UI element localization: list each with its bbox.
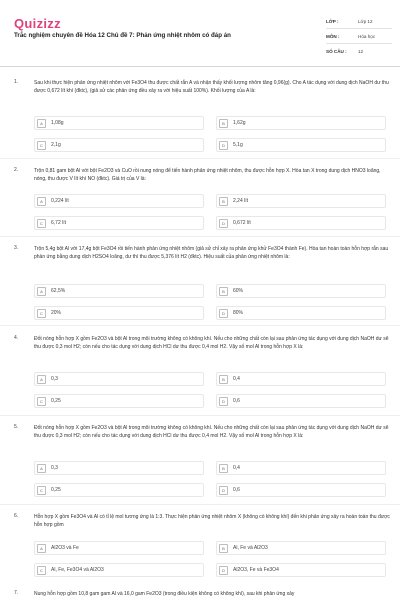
meta-label: SỐ CÂU : bbox=[326, 48, 347, 54]
option-b[interactable] bbox=[216, 116, 386, 130]
option-letter: D bbox=[219, 397, 228, 406]
option-text: 0,25 bbox=[51, 487, 61, 493]
option-text: 0,6 bbox=[233, 487, 240, 493]
option-text: 0,25 bbox=[51, 398, 61, 404]
option-letter: C bbox=[37, 566, 46, 575]
option-d[interactable] bbox=[216, 216, 386, 230]
option-letter: A bbox=[37, 197, 46, 206]
option-text: 80% bbox=[233, 310, 244, 316]
question-text: Đốt nóng hỗn hợp X gồm Fe2O3 và bột Al trong môi trường không có không khí. Nếu cho những chất còn lại sau phản ứng tác dụng với dung dịch NaOH dư sẽ thu được 0,3 mol H2; còn nếu cho tác dụng với dung dịch HCl dư thu được 0,4 mol H2. Vậy số mol Al trong hỗn hợp X là: bbox=[34, 336, 389, 350]
option-text: 1,62g bbox=[233, 120, 246, 126]
question-divider bbox=[0, 325, 400, 326]
option-text: Al2O3, Fe và Fe3O4 bbox=[233, 567, 279, 573]
option-text: Al, Fe và Al2O3 bbox=[233, 545, 268, 551]
question-text: Hỗn hợp X gồm Fe3O4 và Al có tỉ lệ mol tương ứng là 1:3. Thực hiện phản ứng nhiệt nhôm X (không có không khí) đến khi phản ứng xảy ra hoàn toàn thu được hỗn hợp gồm bbox=[34, 514, 390, 528]
option-letter: B bbox=[219, 119, 228, 128]
option-text: 0,3 bbox=[51, 465, 58, 471]
option-d[interactable] bbox=[216, 563, 386, 577]
option-text: 20% bbox=[51, 310, 62, 316]
question-number: 1. bbox=[14, 79, 19, 85]
question-text: Trộn 5,4g bột Al với 17,4g bột Fe3O4 rồi tiến hành phản ứng nhiệt nhôm (giả sử chỉ xảy ra phản ứng khử Fe3O4 thành Fe). Hòa tan hoàn toàn hỗn hợp rắn sau phản ứng bằng dung dịch H2SO4 loãng, dư thì thu được 5,376 lít H2 (đktc). Hiệu suất của phản ứng nhiệt nhôm là: bbox=[34, 246, 389, 260]
option-text: 2,1g bbox=[51, 142, 61, 148]
question-divider bbox=[0, 504, 400, 505]
option-letter: B bbox=[219, 197, 228, 206]
option-b[interactable] bbox=[216, 194, 386, 208]
option-text: 0,3 bbox=[51, 376, 58, 382]
meta-value: Hóa học bbox=[358, 33, 376, 39]
option-text: 62,5% bbox=[51, 288, 66, 294]
header-divider bbox=[0, 66, 400, 67]
option-b[interactable] bbox=[216, 372, 386, 386]
option-letter: C bbox=[37, 219, 46, 228]
option-a[interactable] bbox=[34, 372, 204, 386]
meta-value: 12 bbox=[358, 48, 364, 54]
option-text: 2,24 lít bbox=[233, 198, 249, 204]
option-d[interactable] bbox=[216, 138, 386, 152]
question-number: 2. bbox=[14, 167, 19, 173]
option-letter: A bbox=[37, 119, 46, 128]
option-a[interactable] bbox=[34, 541, 204, 555]
option-letter: C bbox=[37, 486, 46, 495]
option-c[interactable] bbox=[34, 563, 204, 577]
meta-label: MÔN : bbox=[326, 33, 340, 39]
question-number: 3. bbox=[14, 245, 19, 251]
question-text: Đốt nóng hỗn hợp X gồm Fe2O3 và bột Al trong môi trường không có không khí. Nếu cho những chất còn lại sau phản ứng tác dụng với dung dịch NaOH dư sẽ thu được 0,3 mol H2; còn nếu cho tác dụng với dung dịch HCl dư thu được 0,4 mol H2. Vậy số mol Al trong hỗn hợp X là: bbox=[34, 425, 389, 439]
option-b[interactable] bbox=[216, 284, 386, 298]
quizizz-logo: Quizizz bbox=[14, 16, 61, 31]
option-a[interactable] bbox=[34, 284, 204, 298]
option-c[interactable] bbox=[34, 216, 204, 230]
question-text: Trộn 0,81 gam bột Al với bột Fe2O3 và CuO rồi nung nóng để tiến hành phản ứng nhiệt nhôm, thu được hỗn hợp X. Hòa tan X trong dung dịch HNO3 loãng, nóng, thu được V lít khí NO (đktc). Giá trị của V là: bbox=[34, 168, 381, 182]
question-text: Nung hỗn hợp gồm 10,8 gam gam Al và 16,0 gam Fe2O3 (trong điều kiện không có không khí), sau khi phản ứng xảy bbox=[34, 591, 295, 597]
meta-value: Lớp 12 bbox=[358, 18, 373, 24]
option-letter: B bbox=[219, 375, 228, 384]
option-letter: C bbox=[37, 309, 46, 318]
option-c[interactable] bbox=[34, 483, 204, 497]
option-c[interactable] bbox=[34, 306, 204, 320]
option-text: 6,72 lít bbox=[51, 220, 67, 226]
option-text: 0,6 bbox=[233, 398, 240, 404]
option-a[interactable] bbox=[34, 461, 204, 475]
option-letter: B bbox=[219, 464, 228, 473]
option-a[interactable] bbox=[34, 194, 204, 208]
meta-row-class bbox=[326, 14, 392, 29]
question-divider bbox=[0, 236, 400, 237]
page-title: Trắc nghiệm chuyên đề Hóa 12 Chủ đề 7: Phản ứng nhiệt nhôm có đáp án bbox=[14, 32, 231, 39]
option-letter: A bbox=[37, 375, 46, 384]
option-letter: B bbox=[219, 287, 228, 296]
question-number: 4. bbox=[14, 335, 19, 341]
meta-panel bbox=[326, 14, 392, 58]
question-divider bbox=[0, 158, 400, 159]
option-letter: D bbox=[219, 486, 228, 495]
option-letter: B bbox=[219, 544, 228, 553]
meta-row-count bbox=[326, 44, 392, 58]
question-number: 7. bbox=[14, 590, 19, 596]
header bbox=[0, 0, 400, 64]
option-text: 0,4 bbox=[233, 465, 240, 471]
option-d[interactable] bbox=[216, 306, 386, 320]
option-text: Al, Fe, Fe3O4 và Al2O3 bbox=[51, 567, 104, 573]
option-c[interactable] bbox=[34, 138, 204, 152]
meta-row-subject bbox=[326, 29, 392, 44]
option-letter: D bbox=[219, 141, 228, 150]
option-d[interactable] bbox=[216, 394, 386, 408]
option-letter: D bbox=[219, 566, 228, 575]
option-letter: C bbox=[37, 397, 46, 406]
option-letter: A bbox=[37, 287, 46, 296]
option-text: 5,1g bbox=[233, 142, 243, 148]
option-text: 0,224 lít bbox=[51, 198, 69, 204]
option-b[interactable] bbox=[216, 541, 386, 555]
option-letter: A bbox=[37, 544, 46, 553]
option-text: 0,672 lít bbox=[233, 220, 251, 226]
question-number: 6. bbox=[14, 513, 19, 519]
option-letter: A bbox=[37, 464, 46, 473]
question-number: 5. bbox=[14, 424, 19, 430]
option-c[interactable] bbox=[34, 394, 204, 408]
option-letter: C bbox=[37, 141, 46, 150]
meta-label: LỚP : bbox=[326, 18, 339, 24]
question-text: Sau khi thực hiện phản ứng nhiệt nhôm với Fe3O4 thu được chất rắn A và nhận thấy khối lượng nhôm tăng 0,96(g). Cho A tác dụng với dung dịch NaOH dư thu được 0,672 lít khí (đktc), (giả sử các phản ứng đều xảy ra với hiệu suất 100%). Khối lượng của A là: bbox=[34, 80, 389, 94]
question-divider bbox=[0, 415, 400, 416]
option-letter: D bbox=[219, 219, 228, 228]
option-b[interactable] bbox=[216, 461, 386, 475]
option-d[interactable] bbox=[216, 483, 386, 497]
option-text: 1,08g bbox=[51, 120, 64, 126]
option-text: 0,4 bbox=[233, 376, 240, 382]
option-a[interactable] bbox=[34, 116, 204, 130]
option-letter: D bbox=[219, 309, 228, 318]
option-text: 60% bbox=[233, 288, 244, 294]
option-text: Al2O3 và Fe bbox=[51, 545, 79, 551]
